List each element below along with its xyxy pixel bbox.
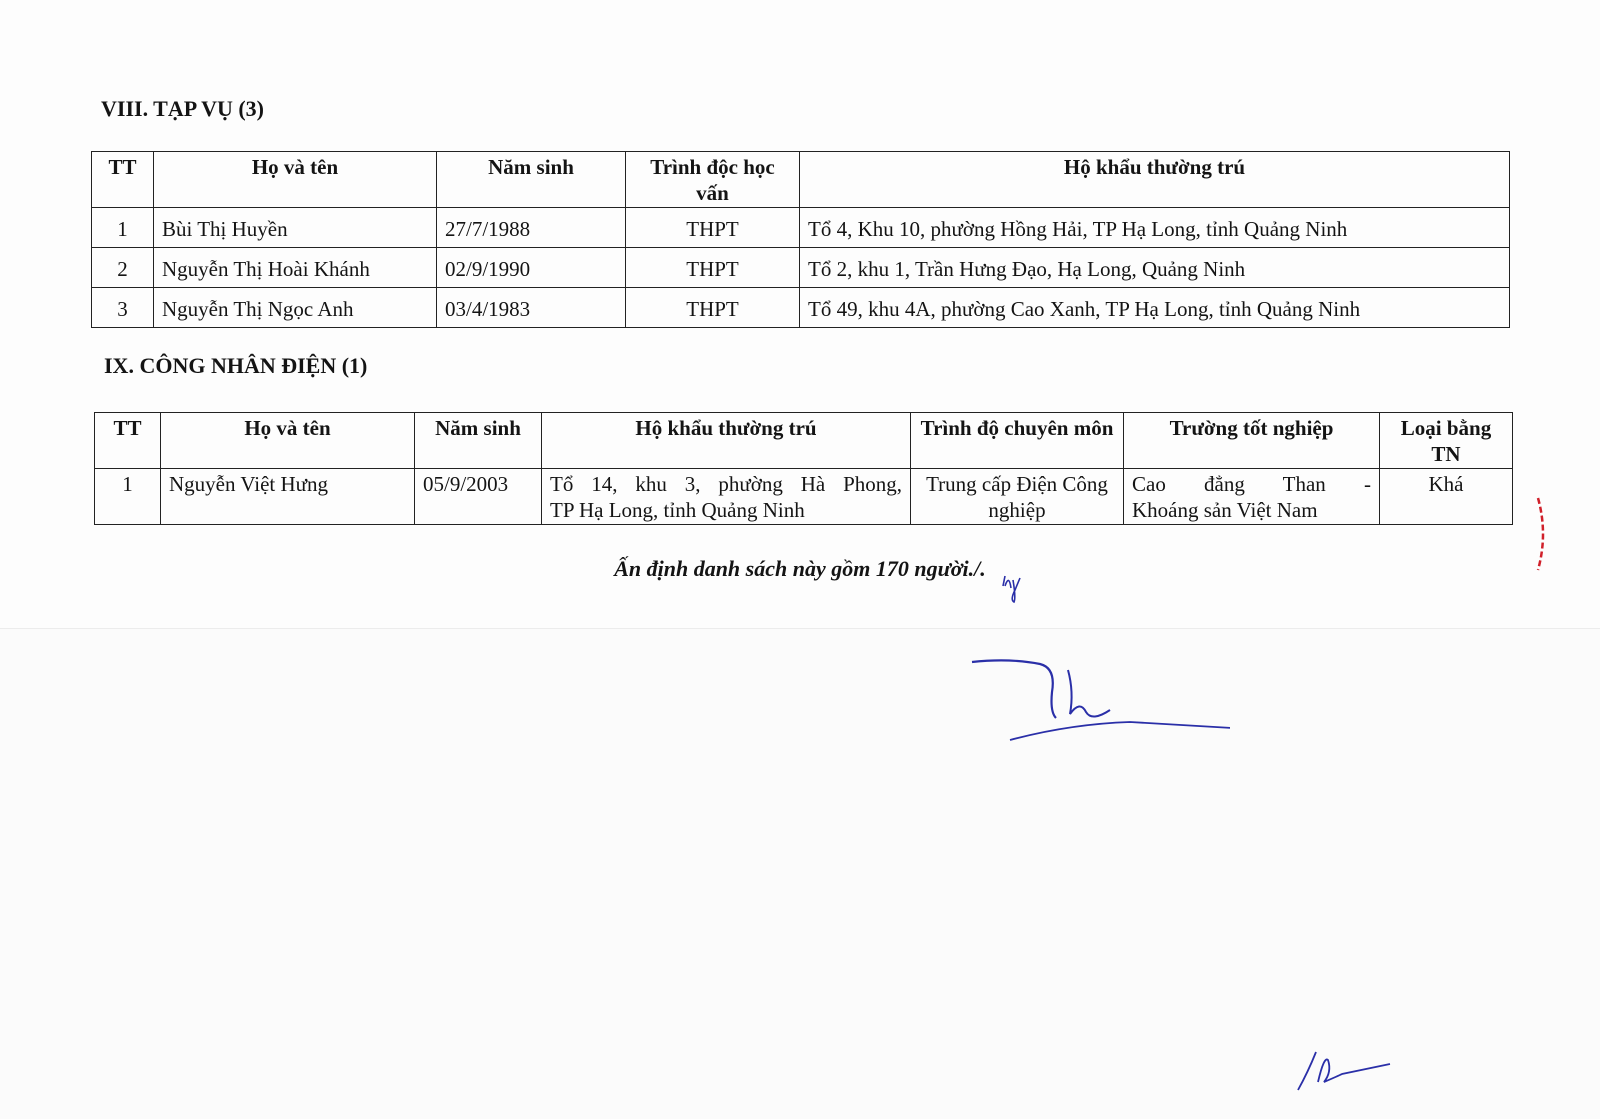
- cong-nhan-dien-table: [94, 412, 1513, 525]
- table-header-row: [92, 152, 1510, 208]
- col-dob: Năm sinh: [415, 413, 542, 469]
- row-school: [1124, 469, 1380, 525]
- row-name: Bùi Thị Huyền: [154, 208, 437, 248]
- row-degree: Khá: [1380, 469, 1513, 525]
- col-education: Trình độc học vấn: [626, 152, 800, 208]
- col-dob: Năm sinh: [437, 152, 626, 208]
- row-name: Nguyễn Thị Hoài Khánh: [154, 248, 437, 288]
- page-initials: [1294, 1042, 1394, 1094]
- table-header-row: [95, 413, 1513, 469]
- col-tt: TT: [95, 413, 161, 469]
- row-address: Tổ 4, Khu 10, phường Hồng Hải, TP Hạ Long, tỉnh Quảng Ninh: [800, 208, 1510, 248]
- row-dob: 27/7/1988: [437, 208, 626, 248]
- row-address: Tổ 49, khu 4A, phường Cao Xanh, TP Hạ Long, tỉnh Quảng Ninh: [800, 288, 1510, 328]
- row-education: THPT: [626, 248, 800, 288]
- row-name: Nguyễn Thị Ngọc Anh: [154, 288, 437, 328]
- row-tt: 3: [92, 288, 154, 328]
- row-qualification: Trung cấp Điện Công nghiệp: [911, 469, 1124, 525]
- table-row: [92, 208, 1510, 248]
- table-row: [92, 288, 1510, 328]
- col-qualification: Trình độ chuyên môn: [911, 413, 1124, 469]
- tap-vu-table: [91, 151, 1510, 328]
- address-line-1: Tổ 14, khu 3, phường Hà Phong,: [550, 472, 902, 496]
- col-tt: TT: [92, 152, 154, 208]
- col-address: Hộ khẩu thường trú: [542, 413, 911, 469]
- signature: [970, 652, 1230, 747]
- closing-statement: Ấn định danh sách này gồm 170 người./.: [614, 556, 986, 581]
- address-line-2: TP Hạ Long, tỉnh Quảng Ninh: [550, 498, 805, 522]
- initials-mark: [1000, 568, 1030, 604]
- row-tt: 1: [92, 208, 154, 248]
- col-name: Họ và tên: [154, 152, 437, 208]
- row-education: THPT: [626, 288, 800, 328]
- col-address: Hộ khẩu thường trú: [800, 152, 1510, 208]
- section-viii-heading: VIII. TẠP VỤ (3): [101, 96, 264, 121]
- row-education: THPT: [626, 208, 800, 248]
- col-degree: Loại bằng TN: [1380, 413, 1513, 469]
- row-dob: 05/9/2003: [415, 469, 542, 525]
- section-ix-heading: IX. CÔNG NHÂN ĐIỆN (1): [104, 353, 368, 378]
- table-row: [92, 248, 1510, 288]
- row-dob: 03/4/1983: [437, 288, 626, 328]
- row-address: Tổ 2, khu 1, Trần Hưng Đạo, Hạ Long, Quảng Ninh: [800, 248, 1510, 288]
- school-line-1: Cao đẳng Than -: [1132, 472, 1371, 496]
- row-dob: 02/9/1990: [437, 248, 626, 288]
- col-name: Họ và tên: [161, 413, 415, 469]
- school-line-2: Khoáng sản Việt Nam: [1132, 498, 1318, 522]
- row-address: [542, 469, 911, 525]
- col-school: Trường tốt nghiệp: [1124, 413, 1380, 469]
- row-tt: 2: [92, 248, 154, 288]
- table-row: [95, 469, 1513, 525]
- row-tt: 1: [95, 469, 161, 525]
- row-name: Nguyễn Việt Hưng: [161, 469, 415, 525]
- stamp-edge-mark: [1534, 494, 1552, 574]
